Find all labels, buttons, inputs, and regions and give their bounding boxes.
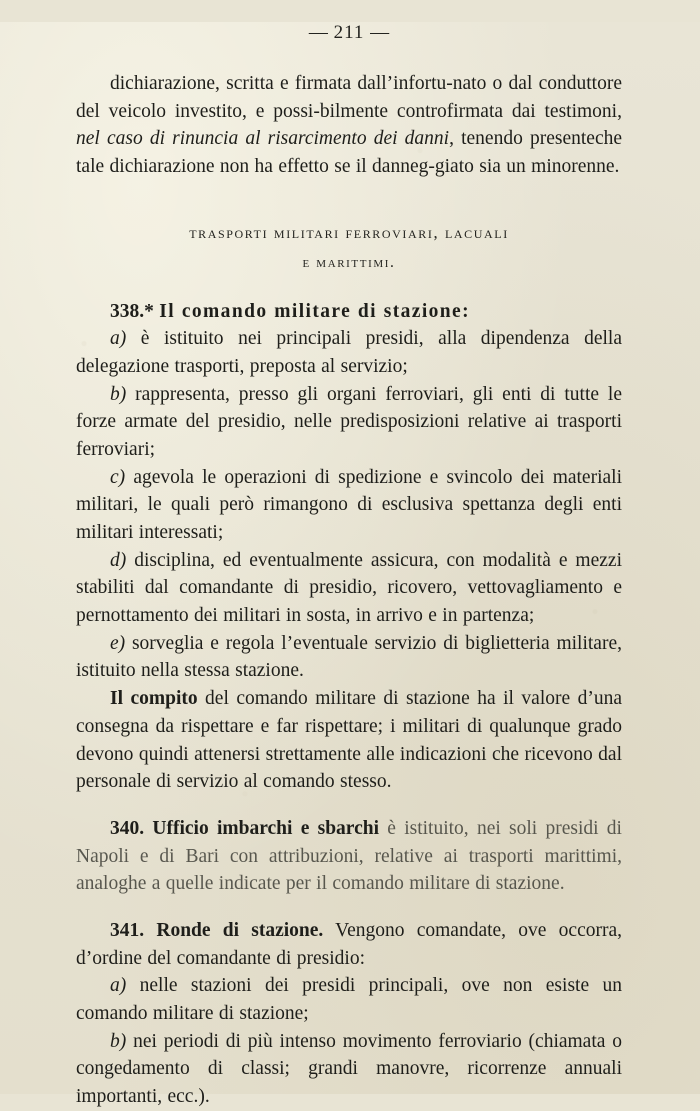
article-340 (76, 815, 622, 898)
item-text-b: nei periodi di più intenso movimento ferroviario (chiamata o congedamento di classi; grandi manovre, ricorrenze annuali importanti, ecc.). (76, 1030, 622, 1108)
intro-paragraph-text (76, 70, 622, 181)
intro-line-3-italic: nel caso di (76, 128, 165, 150)
section-heading-line-1: trasporti militari ferroviari, lacuali (189, 222, 509, 242)
folio-rule-left: — (308, 22, 328, 43)
item-text-b: rappresenta, presso gli organi ferroviari, gli enti di tutte le forze armate del presidio, nelle predisposizioni relative ai trasporti ferroviari; (76, 383, 622, 460)
article-338-heading (76, 298, 622, 326)
article-341-number: 341. (110, 919, 145, 941)
item-letter-a: a) (110, 975, 127, 997)
item-letter-d: d) (110, 549, 127, 571)
folio-rule-right: — (370, 22, 390, 43)
article-340-text: è istituito, nei soli presidi di Napoli e di Bari con attribuzioni, relative ai trasporti marittimi, analoghe a quelle indicate per il comando militare di stazione. (76, 817, 622, 895)
page-content (0, 22, 700, 1111)
article-338-closing-text: del comando militare di stazione ha il valore d’una consegna da rispettare e far rispettare; i militari di qualunque grado devono quindi attenersi strettamente alle indicazioni che ricevono dal personale di servizio al comando stesso. (76, 688, 622, 793)
intro-line-6: giato sia un minorenne. (434, 156, 620, 178)
item-text-d: disciplina, ed eventualmente assicura, con modalità e mezzi stabiliti dal comandante di presidio, ricovero, vettovagliamento e pernottamento dei militari in sosta, in arrivo e in partenza; (76, 549, 622, 627)
article-341-text: Vengono comandate, ove occorra, d’ordine del comandante di presidio: (76, 919, 622, 969)
article-341-paragraph (76, 917, 622, 972)
article-338-item-b (76, 381, 622, 464)
article-338-closing-bold: Il compito (110, 688, 198, 710)
section-heading-line-2: e marittimi. (302, 254, 396, 272)
folio-number: 211 (333, 22, 365, 43)
intro-line-2: nato o dal conduttore del veicolo investito, e possi- (76, 73, 622, 122)
article-341-item-a (76, 972, 622, 1027)
section-heading (76, 217, 622, 278)
intro-line-4-italic: rinuncia al risarcimento dei danni (172, 128, 450, 150)
article-338-item-c (76, 464, 622, 547)
article-340-paragraph (76, 815, 622, 898)
item-text-a: nelle stazioni dei presidi principali, ove non esiste un comando militare di stazione; (76, 975, 622, 1025)
article-338-item-e (76, 630, 622, 685)
document-page (0, 22, 700, 1108)
item-letter-b: b) (110, 1030, 127, 1052)
article-338 (76, 298, 622, 796)
article-338-closing (76, 685, 622, 796)
item-text-e: sorveglia e regola l’eventuale servizio di biglietteria militare, istituito nella stessa stazione. (76, 632, 622, 682)
intro-line-5: che tale dichiarazione non ha effetto se il danneg- (76, 128, 622, 178)
item-letter-e: e) (110, 632, 126, 654)
intro-paragraph (76, 70, 622, 181)
item-text-a: è istituito nei principali presidi, alla dipendenza della delegazione trasporti, preposta al servizio; (76, 328, 622, 377)
article-341-item-b (76, 1028, 622, 1111)
article-338-title: Il comando militare di stazione (159, 300, 463, 322)
intro-line-1: dichiarazione, scritta e firmata dall’infortu- (110, 73, 453, 94)
article-338-number: 338.* (110, 300, 154, 322)
page-folio (76, 22, 622, 44)
article-340-title: Ufficio imbarchi e sbarchi (152, 817, 380, 839)
item-text-c: agevola le operazioni di spedizione e svincolo dei materiali militari, le quali però rimangono di esclusiva spettanza degli enti militari interessati; (76, 466, 622, 544)
article-341-title: Ronde di stazione. (156, 919, 324, 941)
article-338-title-suffix: : (462, 300, 469, 322)
item-letter-b: b) (110, 383, 127, 405)
article-340-number: 340. (110, 817, 145, 839)
intro-line-3: bilmente controfirmata dai testimoni, (319, 100, 622, 122)
item-letter-a: a) (110, 328, 127, 350)
intro-line-4: , tenendo presente (449, 128, 595, 150)
article-341 (76, 917, 622, 1111)
item-letter-c: c) (110, 466, 126, 488)
article-338-item-a (76, 325, 622, 380)
article-338-item-d (76, 547, 622, 630)
